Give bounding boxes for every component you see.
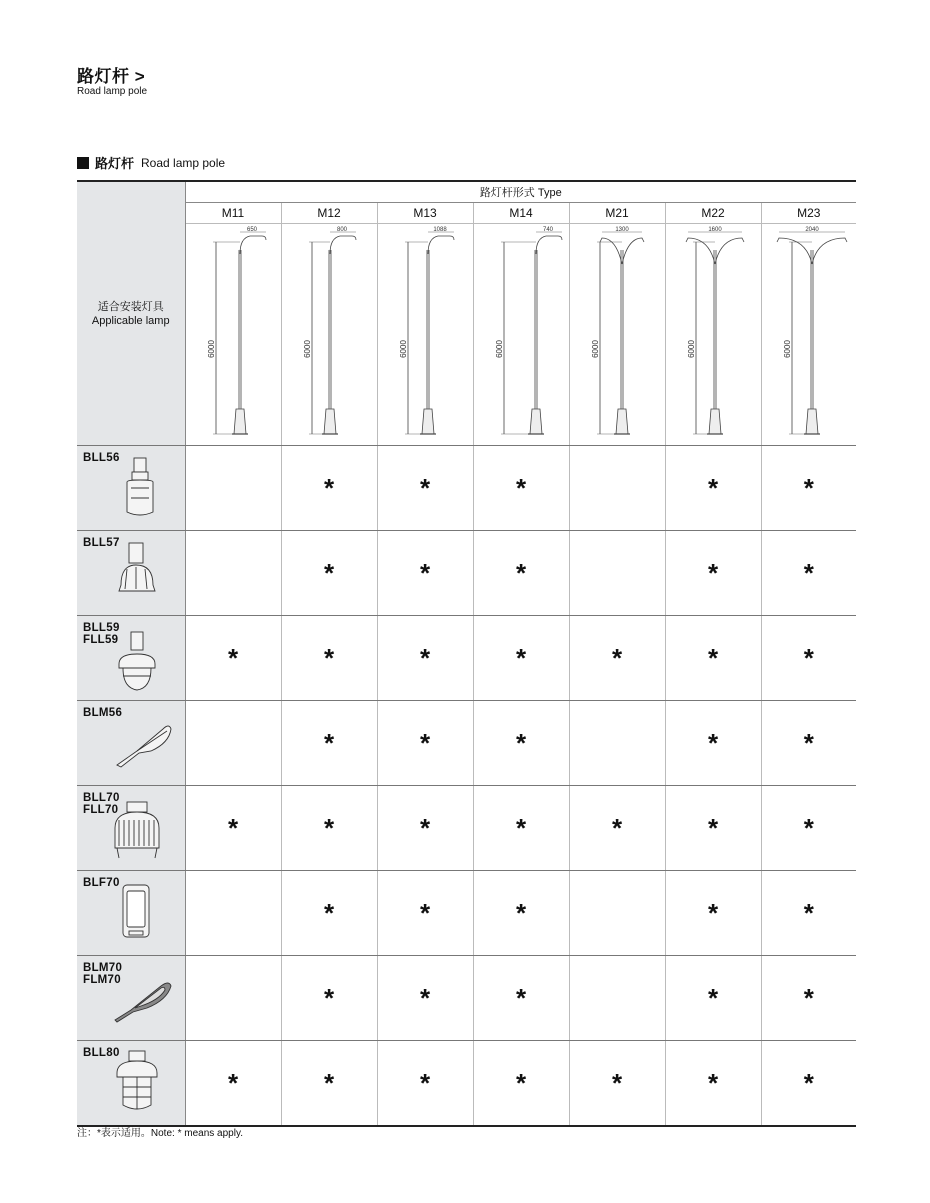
- apply-mark: *: [473, 616, 569, 701]
- apply-mark: *: [377, 701, 473, 786]
- lamp-icon: [107, 630, 177, 706]
- lamp-cell: [77, 446, 185, 531]
- lamp-icon: [107, 709, 177, 785]
- apply-mark: *: [473, 446, 569, 531]
- apply-mark: *: [569, 786, 665, 871]
- pole-drawing-icon: [474, 224, 569, 440]
- apply-mark: *: [665, 531, 761, 616]
- pole-drawing-cell: [281, 224, 377, 446]
- pole-compatibility-table: [77, 180, 856, 1127]
- lamp-cell: [77, 871, 185, 956]
- arm-length-label: 650: [246, 227, 257, 233]
- apply-mark: [185, 871, 281, 956]
- apply-mark: *: [761, 616, 856, 701]
- apply-mark: *: [377, 616, 473, 701]
- pole-drawing-cell: [761, 224, 856, 446]
- section-heading: [77, 153, 225, 172]
- apply-mark: *: [185, 1041, 281, 1127]
- apply-mark: [569, 531, 665, 616]
- pole-height-label: 6000: [494, 340, 504, 358]
- apply-mark: *: [281, 1041, 377, 1127]
- lamp-cell: [77, 531, 185, 616]
- apply-mark: *: [473, 956, 569, 1041]
- apply-mark: [185, 701, 281, 786]
- lamp-name: BLL59 FLL59: [83, 622, 120, 646]
- apply-mark: *: [761, 871, 856, 956]
- footnote: 注：*表示适用。Note: * means apply.: [77, 1128, 243, 1139]
- type-header: 路灯杆形式 Type: [185, 181, 856, 203]
- lamp-row: [77, 616, 856, 701]
- apply-mark: *: [473, 1041, 569, 1127]
- apply-mark: [569, 446, 665, 531]
- apply-mark: *: [761, 786, 856, 871]
- apply-mark: *: [281, 956, 377, 1041]
- arm-length-label: 1600: [707, 227, 722, 233]
- lamp-cell: [77, 616, 185, 701]
- arm-length-label: 2040: [804, 227, 819, 233]
- apply-mark: *: [665, 871, 761, 956]
- apply-mark: [569, 701, 665, 786]
- apply-mark: *: [185, 616, 281, 701]
- apply-mark: *: [281, 446, 377, 531]
- lamp-row: [77, 531, 856, 616]
- apply-mark: *: [473, 531, 569, 616]
- arm-length-label: 1088: [432, 227, 447, 233]
- lamp-row: [77, 446, 856, 531]
- apply-mark: *: [665, 956, 761, 1041]
- pole-drawing-icon: [762, 224, 857, 440]
- apply-mark: *: [473, 871, 569, 956]
- lamp-cell: [77, 786, 185, 871]
- applicable-label-en: Applicable lamp: [91, 314, 170, 327]
- lamp-row: [77, 871, 856, 956]
- apply-mark: *: [665, 786, 761, 871]
- apply-mark: *: [473, 786, 569, 871]
- lamp-icon: [107, 454, 177, 530]
- lamp-row: [77, 1041, 856, 1127]
- lamp-name: BLL80: [83, 1047, 120, 1059]
- lamp-row: [77, 956, 856, 1041]
- column-code: M23: [761, 203, 856, 224]
- lamp-icon: [107, 879, 177, 955]
- lamp-cell: [77, 1041, 185, 1127]
- pole-drawing-icon: [378, 224, 473, 440]
- page-title: 路灯杆 >: [77, 67, 146, 86]
- lamp-icon: [107, 539, 177, 615]
- apply-mark: *: [281, 616, 377, 701]
- column-code: M21: [569, 203, 665, 224]
- apply-mark: *: [665, 446, 761, 531]
- apply-mark: *: [761, 701, 856, 786]
- lamp-name: BLM56: [83, 707, 123, 719]
- apply-mark: *: [761, 531, 856, 616]
- apply-mark: *: [665, 1041, 761, 1127]
- column-code: M22: [665, 203, 761, 224]
- section-title-cn: 路灯杆: [95, 156, 135, 171]
- apply-mark: [569, 871, 665, 956]
- apply-mark: *: [665, 701, 761, 786]
- lamp-icon: [107, 970, 177, 1046]
- lamp-cell: [77, 701, 185, 786]
- pole-height-label: 6000: [782, 340, 792, 358]
- apply-mark: *: [569, 1041, 665, 1127]
- pole-drawing-cell: [185, 224, 281, 446]
- apply-mark: *: [761, 1041, 856, 1127]
- lamp-row: [77, 701, 856, 786]
- column-code: M14: [473, 203, 569, 224]
- pole-drawing-cell: [665, 224, 761, 446]
- apply-mark: [185, 446, 281, 531]
- pole-height-label: 6000: [206, 340, 216, 358]
- apply-mark: *: [569, 616, 665, 701]
- apply-mark: *: [377, 956, 473, 1041]
- lamp-icon: [107, 1049, 177, 1125]
- apply-mark: *: [761, 956, 856, 1041]
- pole-drawing-icon: [186, 224, 281, 440]
- apply-mark: [185, 531, 281, 616]
- lamp-name: BLM70 FLM70: [83, 962, 123, 986]
- apply-mark: *: [185, 786, 281, 871]
- pole-height-label: 6000: [302, 340, 312, 358]
- apply-mark: [569, 956, 665, 1041]
- pole-drawing-cell: [377, 224, 473, 446]
- square-bullet-icon: [77, 157, 89, 169]
- pole-height-label: 6000: [590, 340, 600, 358]
- applicable-label-cn: 适合安装灯具: [97, 300, 164, 313]
- pole-drawing-cell: [569, 224, 665, 446]
- apply-mark: *: [377, 1041, 473, 1127]
- pole-drawing-icon: [570, 224, 665, 440]
- apply-mark: *: [761, 446, 856, 531]
- apply-mark: *: [377, 531, 473, 616]
- arm-length-label: 740: [542, 227, 553, 233]
- lamp-name: BLL56: [83, 452, 120, 464]
- apply-mark: *: [281, 871, 377, 956]
- arm-length-label: 800: [336, 227, 347, 233]
- lamp-name: BLF70: [83, 877, 120, 889]
- column-code: M12: [281, 203, 377, 224]
- apply-mark: *: [377, 871, 473, 956]
- lamp-row: [77, 786, 856, 871]
- pole-drawing-cell: [473, 224, 569, 446]
- column-code: M13: [377, 203, 473, 224]
- lamp-cell: [77, 956, 185, 1041]
- page-subtitle: Road lamp pole: [77, 86, 148, 97]
- apply-mark: *: [281, 701, 377, 786]
- pole-height-label: 6000: [398, 340, 408, 358]
- apply-mark: *: [377, 786, 473, 871]
- applicable-lamp-label: [77, 181, 185, 446]
- section-title-en: Road lamp pole: [141, 155, 226, 170]
- pole-drawing-icon: [282, 224, 377, 440]
- apply-mark: *: [473, 701, 569, 786]
- pole-height-label: 6000: [686, 340, 696, 358]
- column-code: M11: [185, 203, 281, 224]
- lamp-name: BLL70 FLL70: [83, 792, 120, 816]
- apply-mark: *: [281, 786, 377, 871]
- lamp-name: BLL57: [83, 537, 120, 549]
- arm-length-label: 1300: [614, 227, 629, 233]
- apply-mark: *: [377, 446, 473, 531]
- pole-drawing-icon: [666, 224, 761, 440]
- lamp-icon: [107, 800, 177, 876]
- apply-mark: *: [281, 531, 377, 616]
- apply-mark: [185, 956, 281, 1041]
- apply-mark: *: [665, 616, 761, 701]
